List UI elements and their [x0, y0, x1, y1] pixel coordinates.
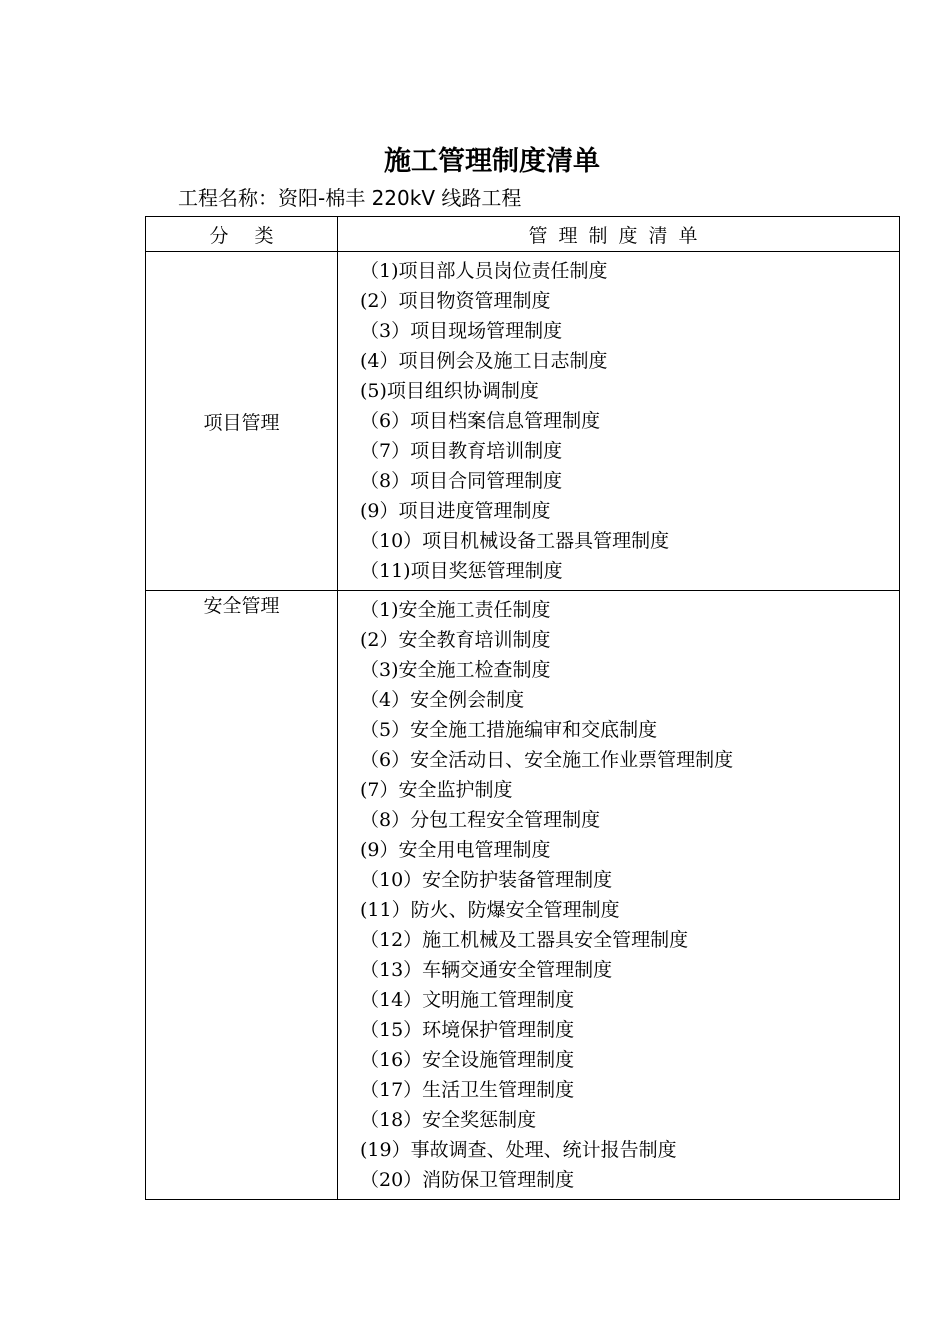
list-item: （1)项目部人员岗位责任制度 — [360, 260, 608, 282]
list-item: （11)项目奖惩管理制度 — [360, 560, 563, 582]
list-item: （10）安全防护装备管理制度 — [360, 869, 613, 891]
list-item: (9）项目进度管理制度 — [360, 500, 551, 522]
items-safety-management — [338, 591, 900, 1200]
list-item: （20）消防保卫管理制度 — [360, 1169, 575, 1191]
list-item: (19）事故调查、处理、统计报告制度 — [360, 1139, 677, 1161]
list-item: (4）项目例会及施工日志制度 — [360, 350, 608, 372]
list-item: (2）项目物资管理制度 — [360, 290, 551, 312]
list-item: (11）防火、防爆安全管理制度 — [360, 899, 620, 921]
list-item: (7）安全监护制度 — [360, 779, 513, 801]
list-item: （6）项目档案信息管理制度 — [360, 410, 601, 432]
list-item: （8）项目合同管理制度 — [360, 470, 563, 492]
list-item: （12）施工机械及工器具安全管理制度 — [360, 929, 689, 951]
list-item: （13）车辆交通安全管理制度 — [360, 959, 613, 981]
header-list: 管理制度清单 — [338, 217, 900, 252]
list-item: （3)安全施工检查制度 — [360, 659, 551, 681]
category-project-management: 项目管理 — [146, 252, 338, 591]
list-item: （4）安全例会制度 — [360, 689, 525, 711]
list-item: （18）安全奖惩制度 — [360, 1109, 537, 1131]
category-safety-management: 安全管理 — [146, 591, 338, 1200]
list-item: （3）项目现场管理制度 — [360, 320, 563, 342]
list-item: (5)项目组织协调制度 — [360, 380, 539, 402]
list-item: （1)安全施工责任制度 — [360, 599, 551, 621]
list-item: （16）安全设施管理制度 — [360, 1049, 575, 1071]
list-item: （17）生活卫生管理制度 — [360, 1079, 575, 1101]
table-row-safety-management — [146, 591, 900, 1200]
list-item: （6）安全活动日、安全施工作业票管理制度 — [360, 749, 734, 771]
list-item: （10）项目机械设备工器具管理制度 — [360, 530, 670, 552]
document-title: 施工管理制度清单 — [384, 146, 600, 177]
project-name: 工程名称：资阳-棉丰 220kV 线路工程 — [178, 186, 522, 210]
items-project-management — [338, 252, 900, 591]
list-item: （5）安全施工措施编审和交底制度 — [360, 719, 658, 741]
list-item: （8）分包工程安全管理制度 — [360, 809, 601, 831]
header-category: 分类 — [146, 217, 338, 252]
table-header-row — [146, 217, 900, 252]
list-item: (2）安全教育培训制度 — [360, 629, 551, 651]
table-row-project-management — [146, 252, 900, 591]
list-item: （7）项目教育培训制度 — [360, 440, 563, 462]
list-item: （14）文明施工管理制度 — [360, 989, 575, 1011]
list-item: (9）安全用电管理制度 — [360, 839, 551, 861]
management-system-table — [145, 216, 900, 1200]
list-item: （15）环境保护管理制度 — [360, 1019, 575, 1041]
